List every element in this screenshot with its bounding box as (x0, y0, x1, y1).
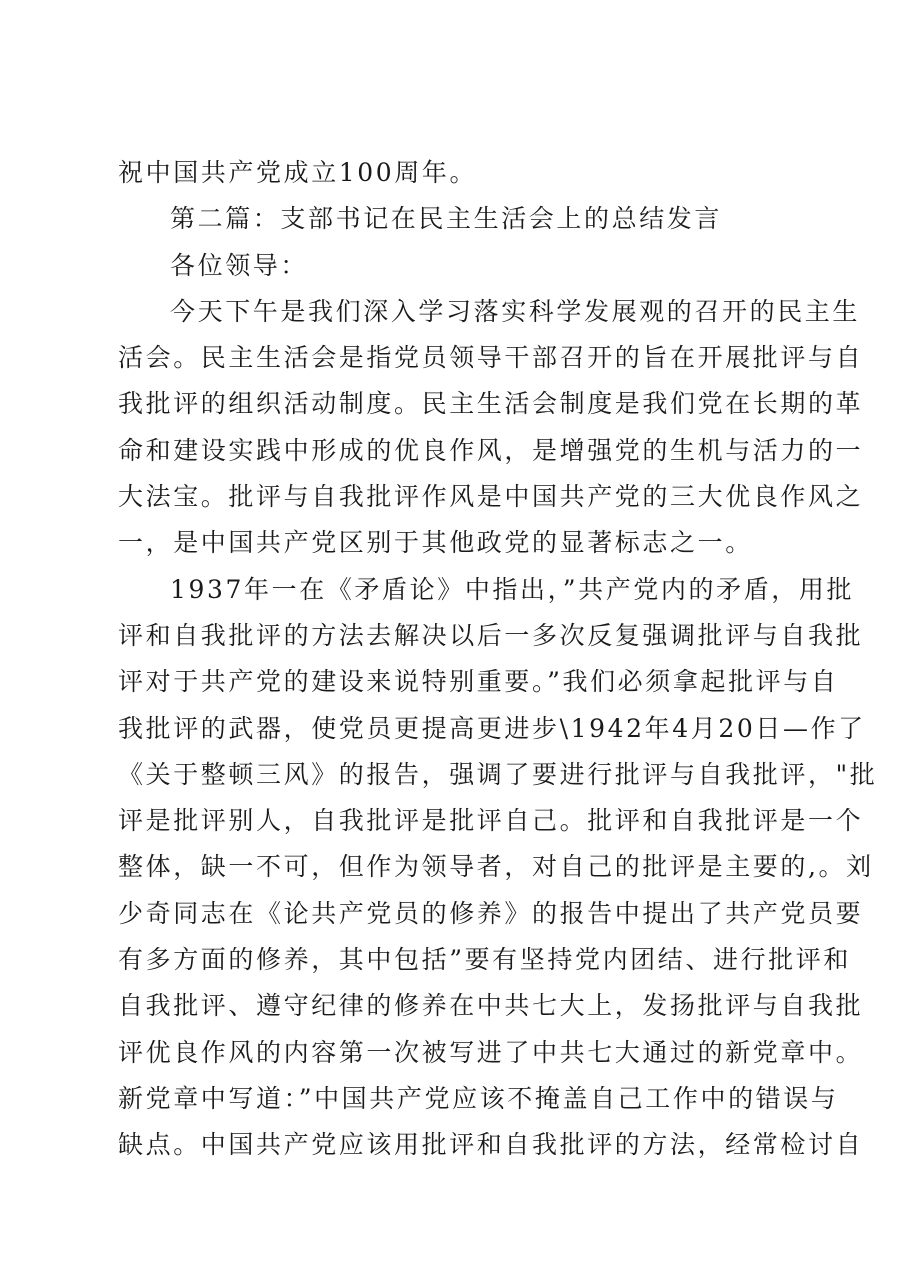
text-line: 新党章中写道：”中国共产党应该不掩盖自己工作中的错误与 (118, 1083, 839, 1113)
text-line: 一，是中国共产党区别于其他政党的显著标志之一。 (118, 528, 753, 558)
text-line: 评和自我批评的方法去解决以后一多次反复强调批评与自我批 (118, 620, 864, 650)
text-line: 大法宝。批评与自我批评作风是中国共产党的三大优良作风之 (118, 482, 864, 512)
text-line: 今天下午是我们深入学习落实科学发展观的召开的民主生 (170, 296, 861, 326)
text-line: 《关于整顿三风》的报告，强调了要进行批评与自我批评，"批 (118, 759, 878, 789)
text-line: 缺点。中国共产党应该用批评和自我批评的方法，经常检讨自 (118, 1130, 864, 1160)
salutation: 各位领导： (170, 250, 309, 280)
text-line: 有多方面的修养，其中包括”要有坚持党内团结、进行批评和 (118, 945, 851, 975)
text-line: 评是批评别人，自我批评是批评自己。批评和自我批评是一个 (118, 806, 864, 836)
text-line: 我批评的组织活动制度。民主生活会制度是我们党在长期的革 (118, 389, 864, 419)
text-line: 1937年一在《矛盾论》中指出，”共产党内的矛盾，用批 (170, 574, 855, 604)
text-line: 我批评的武器，使党员更提高更进步\1942年4月20日—作了 (118, 713, 866, 743)
text-line: 活会。民主生活会是指党员领导干部召开的旨在开展批评与自 (118, 343, 864, 373)
section-heading: 第二篇：支部书记在民主生活会上的总结发言 (170, 204, 723, 234)
text-line: 整体，缺一不可，但作为领导者，对自己的批评是主要的,。刘 (118, 852, 874, 882)
document-body (118, 150, 878, 1169)
text-line: 命和建设实践中形成的优良作风，是增强党的生机与活力的一 (118, 435, 864, 465)
text-line: 祝中国共产党成立100周年。 (118, 158, 478, 187)
text-line: 评对于共产党的建设来说特别重要。”我们必须拿起批评与自 (118, 667, 839, 697)
text-line: 自我批评、遵守纪律的修养在中共七大上，发扬批评与自我批 (118, 991, 864, 1021)
text-line: 评优良作风的内容第一次被写进了中共七大通过的新党章中。 (118, 1037, 864, 1067)
text-line: 少奇同志在《论共产党员的修养》的报告中提出了共产党员要 (118, 898, 864, 928)
